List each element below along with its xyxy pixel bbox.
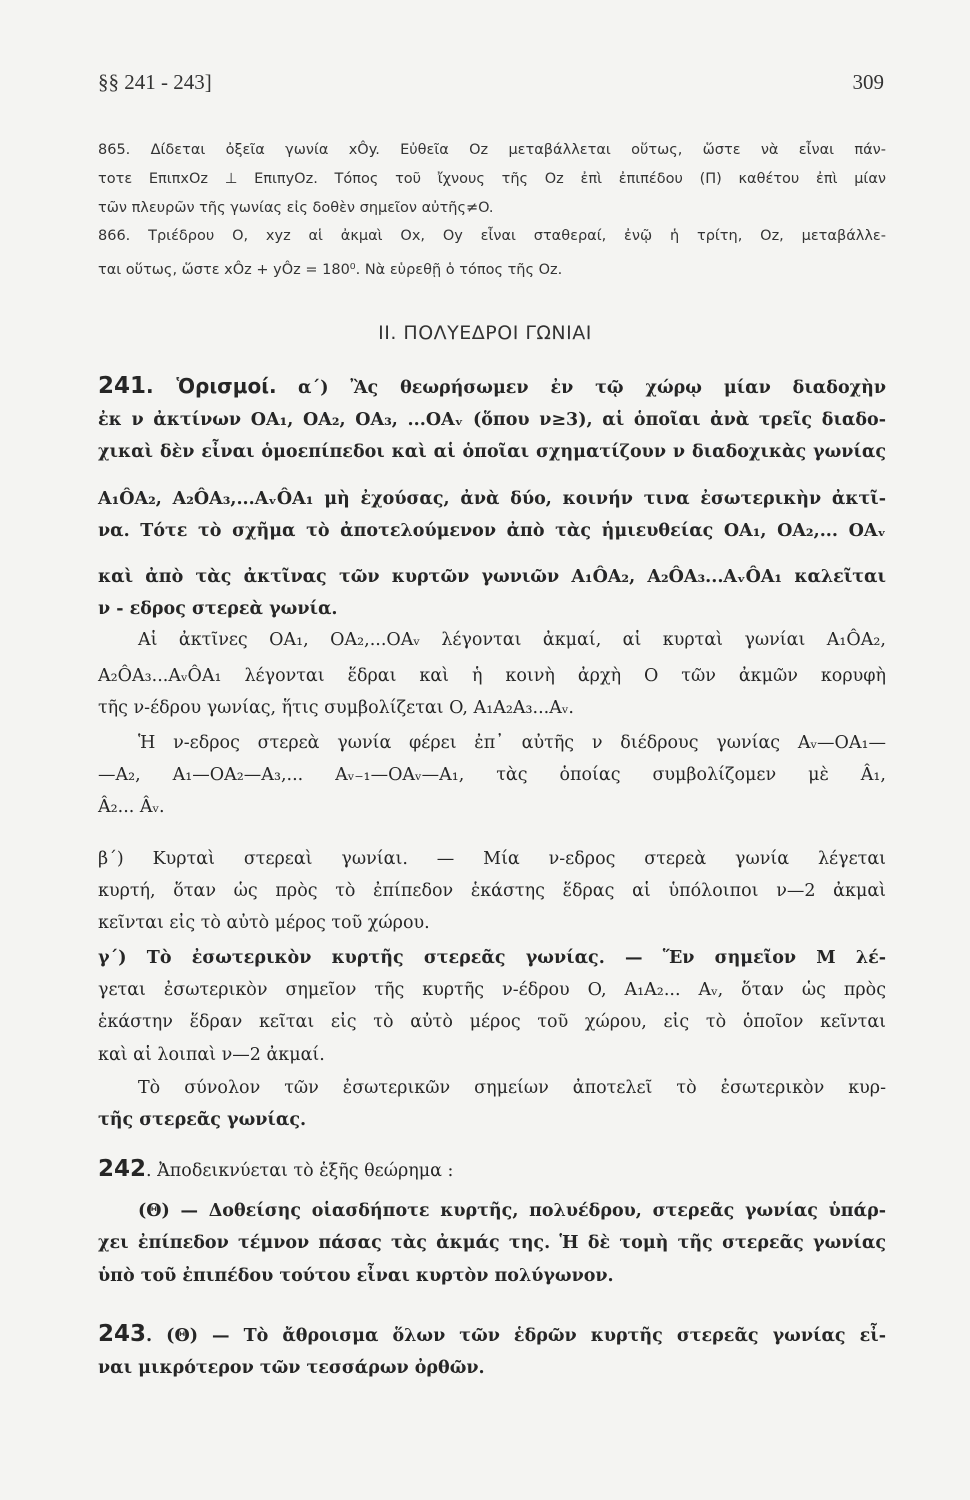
text-line: γεται ἐσωτερικὸν σημεῖον τῆς κυρτῆς ν-έδρου O, A₁A₂... Aᵥ, ὅταν ὡς πρὸς [98,980,886,1001]
text-line: χικαὶ δὲν εἶναι ὁμοεπίπεδοι καὶ αἱ ὁποῖαι σχηματίζουν ν διαδοχικὰς γωνίας [98,442,886,463]
section-243 [98,1318,886,1384]
text-line: . (Θ) — Τὸ ἄθροισμα ὅλων τῶν ἑδρῶν κυρτῆς στερεᾶς γωνίας εἶ- [146,1326,886,1346]
text-line: ἑκάστην ἕδραν κεῖται εἰς τὸ αὐτὸ μέρος τοῦ χώρου, εἰς τὸ ὁποῖον κεῖνται [98,1012,886,1033]
text-line: ὑπὸ τοῦ ἐπιπέδου τούτου εἶναι κυρτὸν πολύγωνον. [98,1265,614,1286]
section-range: §§ 241 - 243] [98,70,212,94]
section-number: 241 [98,373,147,399]
exercise-865 [98,136,886,223]
text-line: A₁ÔA₂, A₂ÔA₃,...AᵥÔA₁ μὴ ἐχούσας, ἀνὰ δύο, κοινήν τινα ἐσωτερικὴν ἀκτῖ- [98,488,886,509]
text-line: να. Τότε τὸ σχῆμα τὸ ἀποτελούμενον ἀπὸ τὰς ἡμιευθείας OA₁, OA₂,... OAᵥ [98,520,886,541]
text-line: κυρτή, ὅταν ὡς πρὸς τὸ ἐπίπεδον ἑκάστης ἕδρας αἱ ὑπόλοιποι ν—2 ἀκμαὶ [98,881,886,902]
text-line: καὶ αἱ λοιπαὶ ν—2 ἀκμαί. [98,1044,325,1065]
section-242 [98,1153,886,1292]
section-number: 242 [98,1156,147,1182]
text-line: ἐκ ν ἀκτίνων OA₁, OA₂, OA₃, ...OAᵥ (ὅπου ν≥3), αἱ ὁποῖαι ἀνὰ τρεῖς διαδο- [98,410,886,431]
text-line: ν - εδρος στερεὰ γωνία. [98,599,338,620]
text-line: ναι μικρότερον τῶν τεσσάρων ὀρθῶν. [98,1358,485,1379]
section-241-dihedral [98,727,886,824]
text-line: A₂ÔA₃...AᵥÔA₁ λέγονται ἕδραι καὶ ἡ κοινὴ ἀρχὴ O τῶν ἀκμῶν κορυφὴ [98,666,886,687]
text-line: α΄) Ἂς θεωρήσωμεν ἐν τῷ χώρῳ μίαν διαδοχὴν [297,378,886,398]
text-line: κεῖνται εἰς τὸ αὐτὸ μέρος τοῦ χώρου. [98,913,430,934]
page-number: 309 [852,70,884,94]
section-number: 243 [98,1321,147,1347]
text-line: —A₂, A₁—OA₂—A₃,... Aᵥ₋₁—OAᵥ—A₁, τὰς ὁποίας συμβολίζομεν μὲ Â₁, [98,765,886,786]
text-line: γ΄) Τὸ ἐσωτερικὸν κυρτῆς στερεᾶς γωνίας. — Ἕν σημεῖον M λέ- [98,948,886,968]
text-line: Τὸ σύνολον τῶν ἐσωτερικῶν σημείων ἀποτελεῖ τὸ ἐσωτερικὸν κυρ- [138,1078,886,1098]
text-line: καὶ ἀπὸ τὰς ἀκτῖνας τῶν κυρτῶν γωνιῶν A₁ÔA₂, A₂ÔA₃...AᵥÔA₁ καλεῖται [98,567,886,588]
exercise-line: τοτε ΕπιπxOz ⊥ ΕπιπyOz. Τόπος τοῦ ἴχνους τῆς Oz ἐπὶ ἐπιπέδου (Π) καθέτου ἐπὶ μίαν [98,171,886,187]
section-241-total [98,1072,886,1136]
section-242-first-line [98,1153,886,1187]
section-241 [98,370,886,625]
section-241-interior [98,942,886,1071]
section-241-convex [98,843,886,940]
text-line: Â₂... Âᵥ. [98,797,165,818]
text-line: . Ἀποδεικνύεται τὸ ἑξῆς θεώρημα : [146,1161,454,1181]
text-line: Αἱ ἀκτῖνες OA₁, OA₂,...OAᵥ λέγονται ἀκμαί, αἱ κυρταὶ γωνίαι A₁ÔA₂, [138,630,886,650]
exercise-866 [98,222,886,285]
text-line: Ἡ ν-εδρος στερεὰ γωνία φέρει ἐπ᾿ αὐτῆς ν διέδρους γωνίας Aᵥ—OA₁— [138,733,886,753]
section-title: II. ΠΟΛΥΕΔΡΟΙ ΓΩΝΙΑΙ [378,322,592,344]
section-243-first-line [98,1318,886,1352]
exercise-line: τῶν πλευρῶν τῆς γωνίας εἰς δοθὲν σημεῖον αὐτῆς≠O. [98,200,494,216]
text-line: β΄) Κυρταὶ στερεαὶ γωνίαι. — Μία ν-εδρος στερεὰ γωνία λέγεται [98,849,886,869]
text-line: (Θ) — Δοθείσης οἱασδήποτε κυρτῆς, πολυέδρου, στερεᾶς γωνίας ὑπάρ- [138,1201,886,1222]
section-heading: . Ὁρισμοί. [146,374,277,398]
text-line: τῆς ν-έδρου γωνίας, ἥτις συμβολίζεται O, A₁A₂A₃...Aᵥ. [98,698,574,719]
page-header [98,70,884,95]
section-241-edges [98,624,886,725]
exercise-line: ται οὕτως, ὥστε xÔz + yÔz = 180⁰. Νὰ εὑρεθῇ ὁ τόπος τῆς Oz. [98,262,563,278]
exercise-line: 866. Τριέδρου O, xyz αἱ ἀκμαὶ Ox, Oy εἶναι σταθεραί, ἐνῷ ἡ τρίτη, Oz, μεταβάλλε- [98,228,886,244]
exercise-line: 865. Δίδεται ὀξεῖα γωνία xÔy. Εὐθεῖα Oz μεταβάλλεται οὕτως, ὥστε νὰ εἶναι πάν- [98,142,886,158]
section-241-first-line [98,370,886,404]
text-line: τῆς στερεᾶς γωνίας. [98,1110,307,1131]
text-line: χει ἐπίπεδον τέμνον πάσας τὰς ἀκμάς της. Ἡ δὲ τομὴ τῆς στερεᾶς γωνίας [98,1233,886,1254]
